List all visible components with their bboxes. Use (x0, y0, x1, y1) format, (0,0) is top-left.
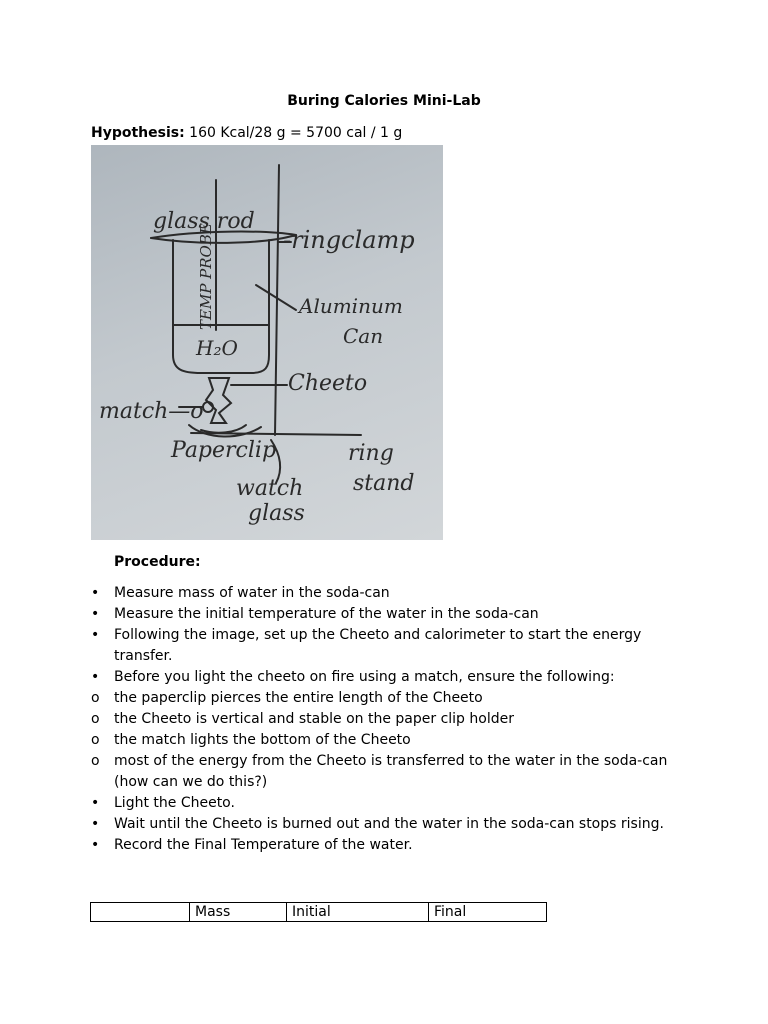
hypothesis-label: Hypothesis: (91, 125, 185, 141)
step-bullet: • (91, 669, 100, 685)
substep-text: the Cheeto is vertical and stable on the paper clip holder (114, 711, 514, 727)
table-header-cell: Mass (190, 903, 287, 922)
procedure-step (91, 604, 671, 625)
step-bullet: • (91, 606, 100, 622)
table-header-row (91, 903, 547, 922)
table-header-cell (91, 903, 190, 922)
procedure-substep (91, 751, 671, 793)
procedure-substep (91, 709, 671, 730)
substep-marker: o (91, 753, 100, 769)
procedure-step (91, 814, 671, 835)
label-match: match—o (99, 399, 204, 424)
step-text: Light the Cheeto. (114, 795, 235, 811)
step-bullet: • (91, 837, 100, 853)
hypothesis-text: 160 Kcal/28 g = 5700 cal / 1 g (189, 125, 403, 141)
substep-marker: o (91, 711, 100, 727)
label-stand: stand (353, 471, 415, 496)
step-bullet: • (91, 627, 100, 643)
procedure-substep (91, 730, 671, 751)
procedure-steps (91, 583, 671, 856)
step-text: Wait until the Cheeto is burned out and the water in the soda-can stops rising. (114, 816, 664, 832)
substep-marker: o (91, 690, 100, 706)
label-paperclip: Paperclip (171, 438, 277, 463)
procedure-step (91, 793, 671, 814)
procedure-substep (91, 688, 671, 709)
step-text: Before you light the cheeto on fire using a match, ensure the following: (114, 669, 615, 685)
label-glass: glass (248, 501, 305, 526)
step-text: Record the Final Temperature of the water. (114, 837, 413, 853)
procedure-step (91, 625, 671, 667)
step-bullet: • (91, 795, 100, 811)
procedure-heading: Procedure: (114, 554, 201, 570)
step-text: Measure mass of water in the soda-can (114, 585, 390, 601)
step-bullet: • (91, 585, 100, 601)
label-aluminum: Aluminum (299, 294, 403, 318)
label-can: Can (343, 324, 384, 348)
label-ringclamp: -ringclamp (283, 226, 415, 254)
procedure-step (91, 835, 671, 856)
procedure-step (91, 583, 671, 604)
table-header-cell: Final (429, 903, 547, 922)
procedure-step (91, 667, 671, 688)
label-h2o: H₂O (196, 336, 238, 360)
calorimeter-sketch (91, 145, 443, 540)
label-glass-rod: glass rod (153, 209, 255, 234)
table-header-cell: Initial (287, 903, 429, 922)
label-ring: ring (348, 441, 394, 466)
substep-text: the paperclip pierces the entire length of the Cheeto (114, 690, 483, 706)
label-temp-probe: TEMP PROBE (197, 223, 215, 330)
document-title: Buring Calories Mini-Lab (287, 93, 481, 109)
substep-text: most of the energy from the Cheeto is transferred to the water in the soda-can (how can we do this?) (114, 753, 668, 790)
hypothesis-line (91, 124, 402, 142)
substep-marker: o (91, 732, 100, 748)
label-watch: watch (236, 476, 304, 501)
step-bullet: • (91, 816, 100, 832)
step-text: Measure the initial temperature of the water in the soda-can (114, 606, 539, 622)
substep-text: the match lights the bottom of the Cheeto (114, 732, 411, 748)
results-table (90, 902, 547, 922)
label-cheeto: Cheeto (288, 371, 368, 396)
sketch-drawing (91, 145, 443, 540)
step-text: Following the image, set up the Cheeto and calorimeter to start the energy transfer. (114, 627, 642, 664)
